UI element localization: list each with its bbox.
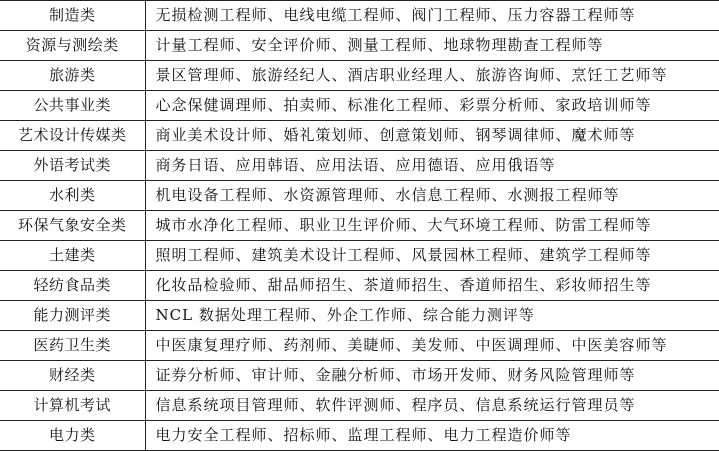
jobs-cell: 机电设备工程师、水资源管理师、水信息工程师、水测报工程师等 (145, 181, 719, 211)
table-row (0, 121, 719, 151)
table-row (0, 391, 719, 421)
category-cell: 轻纺食品类 (0, 271, 145, 301)
table-row (0, 1, 719, 31)
category-cell: 医药卫生类 (0, 331, 145, 361)
table-row (0, 151, 719, 181)
jobs-cell: 景区管理师、旅游经纪人、酒店职业经理人、旅游咨询师、烹饪工艺师等 (145, 61, 719, 91)
jobs-cell: 化妆品检验师、甜品师招生、茶道师招生、香道师招生、彩妆师招生等 (145, 271, 719, 301)
table-row (0, 31, 719, 61)
category-cell: 计算机考试 (0, 391, 145, 421)
table-row (0, 181, 719, 211)
jobs-cell: 证券分析师、审计师、金融分析师、市场开发师、财务风险管理师等 (145, 361, 719, 391)
table-row (0, 301, 719, 331)
table-row (0, 91, 719, 121)
jobs-cell: 信息系统项目管理师、软件评测师、程序员、信息系统运行管理员等 (145, 391, 719, 421)
category-cell: 艺术设计传媒类 (0, 121, 145, 151)
category-cell: 财经类 (0, 361, 145, 391)
category-cell: 电力类 (0, 421, 145, 451)
category-cell: 旅游类 (0, 61, 145, 91)
jobs-cell: 商务日语、应用韩语、应用法语、应用德语、应用俄语等 (145, 151, 719, 181)
category-cell: 土建类 (0, 241, 145, 271)
jobs-cell: 电力安全工程师、招标师、监理工程师、电力工程造价师等 (145, 421, 719, 451)
jobs-cell: 心念保健调理师、拍卖师、标准化工程师、彩票分析师、家政培训师等 (145, 91, 719, 121)
category-cell: 制造类 (0, 1, 145, 31)
category-cell: 资源与测绘类 (0, 31, 145, 61)
table-row (0, 211, 719, 241)
jobs-cell: 中医康复理疗师、药剂师、美睫师、美发师、中医调理师、中医美容师等 (145, 331, 719, 361)
table-row (0, 241, 719, 271)
table-row (0, 331, 719, 361)
jobs-cell: 照明工程师、建筑美术设计工程师、风景园林工程师、建筑学工程师等 (145, 241, 719, 271)
table-row (0, 361, 719, 391)
table-row (0, 271, 719, 301)
category-cell: 公共事业类 (0, 91, 145, 121)
jobs-cell: 城市水净化工程师、职业卫生评价师、大气环境工程师、防雷工程师等 (145, 211, 719, 241)
category-cell: 能力测评类 (0, 301, 145, 331)
jobs-cell: 无损检测工程师、电线电缆工程师、阀门工程师、压力容器工程师等 (145, 1, 719, 31)
category-cell: 环保气象安全类 (0, 211, 145, 241)
jobs-cell: NCL 数据处理工程师、外企工作师、综合能力测评等 (145, 301, 719, 331)
table-row (0, 61, 719, 91)
category-cell: 水利类 (0, 181, 145, 211)
category-cell: 外语考试类 (0, 151, 145, 181)
jobs-cell: 商业美术设计师、婚礼策划师、创意策划师、钢琴调律师、魔术师等 (145, 121, 719, 151)
jobs-cell: 计量工程师、安全评价师、测量工程师、地球物理勘查工程师等 (145, 31, 719, 61)
